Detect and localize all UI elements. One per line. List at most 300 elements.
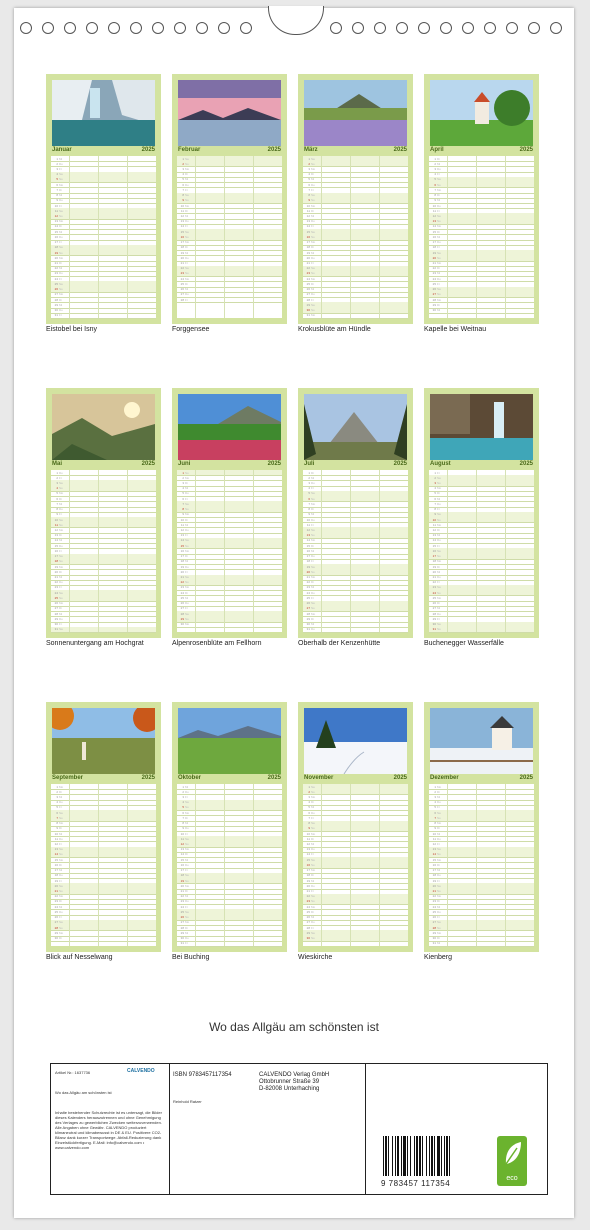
- day-number: 12: [306, 213, 310, 218]
- day-number: 20: [432, 255, 436, 260]
- day-number: 22: [180, 894, 184, 899]
- day-number: 3: [434, 166, 436, 171]
- day-number: 8: [308, 193, 310, 198]
- month-year: 2025: [267, 147, 281, 153]
- day-number: 9: [182, 512, 184, 517]
- calendar-title: Wo das Allgäu am schönsten ist: [209, 1020, 379, 1034]
- day-number: 10: [306, 517, 310, 522]
- weekday-label: Fr: [59, 548, 62, 553]
- weekday-label: Fr: [185, 261, 188, 266]
- weekday-label: So: [185, 507, 189, 512]
- day-row[interactable]: [177, 297, 282, 303]
- calvendo-logo: CALVENDO: [127, 1068, 155, 1074]
- column-divider: [69, 470, 70, 632]
- weekday-label: Fr: [185, 297, 188, 302]
- weekday-label: So: [185, 198, 189, 203]
- day-number: 29: [306, 616, 310, 621]
- weekday-label: Sa: [437, 250, 441, 255]
- day-number: 26: [54, 287, 58, 292]
- column-divider: [476, 156, 477, 318]
- weekday-label: Fr: [59, 805, 62, 810]
- day-grid: [177, 784, 282, 946]
- day-number: 7: [434, 187, 436, 192]
- day-number: 27: [180, 920, 184, 925]
- day-number: 25: [54, 281, 58, 286]
- day-number: 19: [180, 564, 184, 569]
- weekday-label: Mo: [185, 276, 190, 281]
- day-row[interactable]: [177, 622, 282, 628]
- day-row[interactable]: [51, 313, 156, 319]
- day-number: 7: [56, 501, 58, 506]
- weekday-label: Do: [437, 909, 441, 914]
- weekday-label: Sa: [437, 177, 441, 182]
- weekday-label: Mo: [185, 585, 190, 590]
- day-number: 3: [308, 480, 310, 485]
- day-number: 29: [306, 302, 310, 307]
- day-number: 17: [54, 240, 58, 245]
- month-photo: [430, 708, 533, 774]
- weekday-label: Di: [185, 480, 188, 485]
- day-number: 9: [56, 826, 58, 831]
- month-name: Dezember: [430, 775, 459, 781]
- weekday-label: Di: [185, 554, 188, 559]
- weekday-label: So: [185, 580, 189, 585]
- weekday-label: Mi: [437, 831, 441, 836]
- weekday-label: So: [311, 198, 315, 203]
- day-number: 10: [180, 517, 184, 522]
- weekday-label: Di: [311, 580, 314, 585]
- weekday-label: Di: [437, 899, 440, 904]
- weekday-label: Do: [185, 899, 189, 904]
- day-number: 23: [180, 271, 184, 276]
- weekday-label: Mi: [59, 229, 63, 234]
- weekday-label: So: [311, 826, 315, 831]
- weekday-label: Sa: [185, 156, 189, 161]
- day-grid: [51, 470, 156, 632]
- weekday-label: Do: [59, 234, 63, 239]
- day-number: 5: [434, 177, 436, 182]
- day-number: 2: [434, 789, 436, 794]
- weekday-label: Mo: [185, 810, 190, 815]
- author: Reinhold Ratzer: [173, 1099, 202, 1104]
- binding-hole: [130, 22, 142, 34]
- binding-hole: [240, 22, 252, 34]
- day-number: 6: [56, 182, 58, 187]
- day-number: 2: [308, 161, 310, 166]
- day-number: 26: [306, 601, 310, 606]
- weekday-label: Fr: [185, 569, 188, 574]
- weekday-label: Mi: [59, 794, 63, 799]
- weekday-label: Mo: [311, 794, 316, 799]
- binding-hole: [418, 22, 430, 34]
- day-number: 27: [54, 292, 58, 297]
- month-name: Februar: [178, 147, 201, 153]
- column-divider: [476, 470, 477, 632]
- month-header: [177, 775, 282, 783]
- weekday-label: Di: [185, 852, 188, 857]
- day-number: 21: [306, 889, 310, 894]
- day-number: 31: [54, 313, 58, 318]
- day-number: 21: [306, 575, 310, 580]
- weekday-label: Mo: [59, 564, 64, 569]
- weekday-label: Sa: [311, 821, 315, 826]
- day-number: 17: [306, 240, 310, 245]
- day-number: 4: [182, 800, 184, 805]
- month-card: [46, 702, 161, 952]
- month-card: [424, 388, 539, 638]
- day-number: 16: [180, 234, 184, 239]
- day-number: 20: [54, 883, 58, 888]
- day-number: 30: [54, 936, 58, 941]
- binding-hole: [152, 22, 164, 34]
- article-number: Artikel Nr.: 1637736: [55, 1070, 91, 1075]
- weekday-label: Fr: [59, 166, 62, 171]
- day-number: 28: [54, 611, 58, 616]
- weekday-label: So: [437, 627, 441, 632]
- day-number: 10: [54, 517, 58, 522]
- day-number: 16: [306, 862, 310, 867]
- binding-hole: [484, 22, 496, 34]
- weekday-label: Mo: [311, 611, 316, 616]
- day-number: 19: [54, 564, 58, 569]
- day-number: 27: [306, 606, 310, 611]
- day-number: 22: [54, 894, 58, 899]
- month-year: 2025: [519, 775, 533, 781]
- weekday-label: Sa: [185, 266, 189, 271]
- day-number: 17: [54, 868, 58, 873]
- weekday-label: Fr: [185, 496, 188, 501]
- day-number: 1: [434, 470, 436, 475]
- month-photo: [304, 394, 407, 460]
- weekday-label: Di: [59, 789, 62, 794]
- weekday-label: Mi: [437, 533, 441, 538]
- month-year: 2025: [141, 147, 155, 153]
- weekday-label: Fr: [311, 486, 314, 491]
- day-number: 29: [306, 930, 310, 935]
- day-number: 24: [432, 276, 436, 281]
- month-card: [172, 388, 287, 638]
- weekday-label: Do: [437, 166, 441, 171]
- month-header: [429, 147, 534, 155]
- weekday-label: Mi: [437, 234, 441, 239]
- day-number: 6: [56, 810, 58, 815]
- day-row[interactable]: [429, 308, 534, 314]
- weekday-label: So: [437, 255, 441, 260]
- photo-caption: Buchenegger Wasserfälle: [424, 640, 504, 647]
- month-photo: [178, 80, 281, 146]
- column-divider: [69, 784, 70, 946]
- day-number: 16: [180, 862, 184, 867]
- weekday-label: So: [437, 852, 441, 857]
- day-number: 15: [432, 543, 436, 548]
- weekday-label: Fr: [311, 261, 314, 266]
- month-photo: [178, 394, 281, 460]
- day-number: 3: [56, 166, 58, 171]
- day-number: 21: [432, 889, 436, 894]
- month-header: [51, 461, 156, 469]
- barcode: [381, 1136, 473, 1188]
- binding-hole: [196, 22, 208, 34]
- weekday-label: Do: [185, 292, 189, 297]
- weekday-label: Do: [59, 470, 63, 475]
- day-number: 15: [180, 857, 184, 862]
- weekday-label: Sa: [185, 193, 189, 198]
- weekday-label: So: [437, 925, 441, 930]
- day-number: 16: [54, 548, 58, 553]
- day-number: 18: [306, 245, 310, 250]
- day-number: 28: [54, 297, 58, 302]
- day-number: 11: [306, 208, 310, 213]
- day-number: 6: [434, 810, 436, 815]
- weekday-label: Mo: [437, 261, 442, 266]
- day-number: 6: [182, 182, 184, 187]
- day-number: 23: [54, 271, 58, 276]
- day-number: 3: [56, 480, 58, 485]
- weekday-label: Fr: [185, 868, 188, 873]
- weekday-label: Di: [311, 873, 314, 878]
- weekday-label: Sa: [59, 517, 63, 522]
- day-number: 26: [180, 287, 184, 292]
- column-divider: [253, 470, 254, 632]
- weekday-label: Mi: [437, 606, 441, 611]
- day-number: 8: [434, 821, 436, 826]
- month-name: Juni: [178, 461, 191, 467]
- weekday-label: Sa: [311, 229, 315, 234]
- day-row[interactable]: [303, 313, 408, 319]
- day-number: 22: [306, 266, 310, 271]
- binding-hole: [440, 22, 452, 34]
- day-row[interactable]: [303, 627, 408, 633]
- day-number: 25: [432, 909, 436, 914]
- column-divider: [350, 784, 351, 946]
- weekday-label: Do: [59, 873, 63, 878]
- day-number: 17: [306, 868, 310, 873]
- weekday-label: Sa: [59, 590, 63, 595]
- column-divider: [447, 470, 448, 632]
- day-number: 3: [182, 166, 184, 171]
- weekday-label: Do: [185, 564, 189, 569]
- weekday-label: So: [311, 308, 315, 313]
- weekday-label: Sa: [311, 156, 315, 161]
- day-number: 4: [182, 486, 184, 491]
- day-number: 31: [306, 627, 310, 632]
- weekday-label: Mo: [185, 920, 190, 925]
- day-number: 28: [432, 925, 436, 930]
- day-grid: [429, 784, 534, 946]
- day-number: 26: [432, 601, 436, 606]
- day-number: 21: [432, 575, 436, 580]
- day-number: 24: [306, 904, 310, 909]
- weekday-label: Mi: [59, 575, 63, 580]
- day-number: 30: [54, 622, 58, 627]
- weekday-label: So: [311, 271, 315, 276]
- day-number: 16: [180, 548, 184, 553]
- weekday-label: Mo: [185, 512, 190, 517]
- day-number: 9: [434, 512, 436, 517]
- weekday-label: Mo: [185, 166, 190, 171]
- weekday-label: Mo: [311, 904, 316, 909]
- day-number: 17: [54, 554, 58, 559]
- day-number: 12: [432, 841, 436, 846]
- weekday-label: Do: [437, 501, 441, 506]
- day-number: 11: [180, 836, 184, 841]
- day-number: 5: [56, 491, 58, 496]
- weekday-label: So: [437, 219, 441, 224]
- day-number: 1: [434, 784, 436, 789]
- day-number: 20: [306, 569, 310, 574]
- day-number: 12: [54, 841, 58, 846]
- day-number: 25: [306, 909, 310, 914]
- day-number: 3: [434, 794, 436, 799]
- day-number: 18: [54, 245, 58, 250]
- day-number: 8: [434, 193, 436, 198]
- weekday-label: Sa: [59, 627, 63, 632]
- weekday-label: So: [311, 496, 315, 501]
- day-row[interactable]: [51, 627, 156, 633]
- day-number: 26: [54, 601, 58, 606]
- calendar-sheet: [14, 8, 574, 1218]
- weekday-label: So: [311, 606, 315, 611]
- day-number: 25: [306, 595, 310, 600]
- day-row[interactable]: [303, 936, 408, 942]
- month-photo: [52, 708, 155, 774]
- day-number: 19: [432, 878, 436, 883]
- weekday-label: Mo: [437, 559, 442, 564]
- day-number: 13: [306, 847, 310, 852]
- binding-hole: [174, 22, 186, 34]
- day-number: 20: [432, 569, 436, 574]
- month-year: 2025: [267, 775, 281, 781]
- day-number: 13: [180, 847, 184, 852]
- day-number: 25: [432, 281, 436, 286]
- photo-caption: Oberhalb der Kenzenhütte: [298, 640, 381, 647]
- weekday-label: Do: [311, 255, 315, 260]
- weekday-label: Do: [59, 271, 63, 276]
- day-number: 24: [54, 904, 58, 909]
- day-number: 22: [432, 580, 436, 585]
- weekday-label: Fr: [437, 878, 440, 883]
- weekday-label: Do: [185, 255, 189, 260]
- day-number: 19: [306, 564, 310, 569]
- weekday-label: Di: [437, 936, 440, 941]
- day-number: 7: [308, 815, 310, 820]
- month-photo: [178, 708, 281, 774]
- weekday-label: Fr: [311, 595, 314, 600]
- day-number: 5: [182, 177, 184, 182]
- weekday-label: Sa: [185, 800, 189, 805]
- day-row[interactable]: [429, 941, 534, 947]
- weekday-label: Sa: [437, 810, 441, 815]
- weekday-label: Mi: [311, 915, 315, 920]
- column-divider: [350, 470, 351, 632]
- leaf-icon: [497, 1136, 527, 1172]
- weekday-label: Do: [59, 616, 63, 621]
- weekday-label: Do: [59, 580, 63, 585]
- month-name: März: [304, 147, 318, 153]
- day-number: 22: [432, 894, 436, 899]
- weekday-label: Mi: [185, 595, 189, 600]
- day-number: 9: [308, 198, 310, 203]
- weekday-label: Sa: [437, 585, 441, 590]
- photo-caption: Forggensee: [172, 326, 210, 333]
- info-subtitle: Wo das Allgäu am schönsten ist: [55, 1090, 112, 1095]
- weekday-label: Do: [437, 538, 441, 543]
- day-number: 20: [180, 883, 184, 888]
- day-number: 28: [180, 925, 184, 930]
- day-number: 13: [180, 533, 184, 538]
- day-number: 3: [308, 794, 310, 799]
- weekday-label: Sa: [311, 930, 315, 935]
- weekday-label: Fr: [311, 522, 314, 527]
- weekday-label: Fr: [185, 794, 188, 799]
- weekday-label: Mo: [311, 868, 316, 873]
- weekday-label: Mi: [59, 831, 63, 836]
- weekday-label: Di: [185, 517, 188, 522]
- month-name: September: [52, 775, 84, 781]
- weekday-label: Sa: [311, 857, 315, 862]
- day-number: 5: [56, 177, 58, 182]
- day-number: 31: [306, 313, 310, 318]
- weekday-label: Di: [59, 496, 62, 501]
- day-number: 13: [180, 219, 184, 224]
- day-number: 29: [54, 930, 58, 935]
- month-name: April: [430, 147, 444, 153]
- day-number: 24: [54, 590, 58, 595]
- weekday-label: Sa: [59, 480, 63, 485]
- weekday-label: Di: [311, 836, 314, 841]
- weekday-label: Do: [437, 240, 441, 245]
- weekday-label: Di: [437, 826, 440, 831]
- weekday-label: Do: [311, 517, 315, 522]
- weekday-label: Mo: [311, 276, 316, 281]
- weekday-label: Mi: [437, 161, 441, 166]
- column-divider: [350, 156, 351, 318]
- day-number: 20: [180, 255, 184, 260]
- day-grid: [303, 784, 408, 946]
- weekday-label: Di: [437, 302, 440, 307]
- day-number: 27: [306, 920, 310, 925]
- day-number: 24: [306, 276, 310, 281]
- day-number: 22: [180, 266, 184, 271]
- weekday-label: Mo: [59, 857, 64, 862]
- day-number: 6: [56, 496, 58, 501]
- day-number: 3: [434, 480, 436, 485]
- day-number: 25: [180, 595, 184, 600]
- weekday-label: Mo: [437, 784, 442, 789]
- weekday-label: Do: [185, 527, 189, 532]
- day-row[interactable]: [429, 627, 534, 633]
- weekday-label: Do: [311, 883, 315, 888]
- day-number: 8: [56, 821, 58, 826]
- day-number: 29: [432, 302, 436, 307]
- day-number: 29: [180, 616, 184, 621]
- day-row[interactable]: [177, 941, 282, 947]
- month-card: [298, 74, 413, 324]
- day-row[interactable]: [51, 936, 156, 942]
- weekday-label: Fr: [59, 878, 62, 883]
- day-number: 18: [432, 873, 436, 878]
- weekday-label: Fr: [311, 925, 314, 930]
- day-number: 7: [182, 187, 184, 192]
- weekday-label: Fr: [437, 580, 440, 585]
- day-number: 23: [180, 899, 184, 904]
- day-number: 13: [306, 533, 310, 538]
- day-number: 12: [306, 527, 310, 532]
- binding-hole: [396, 22, 408, 34]
- weekday-label: Sa: [311, 564, 315, 569]
- weekday-label: Sa: [59, 208, 63, 213]
- day-number: 20: [432, 883, 436, 888]
